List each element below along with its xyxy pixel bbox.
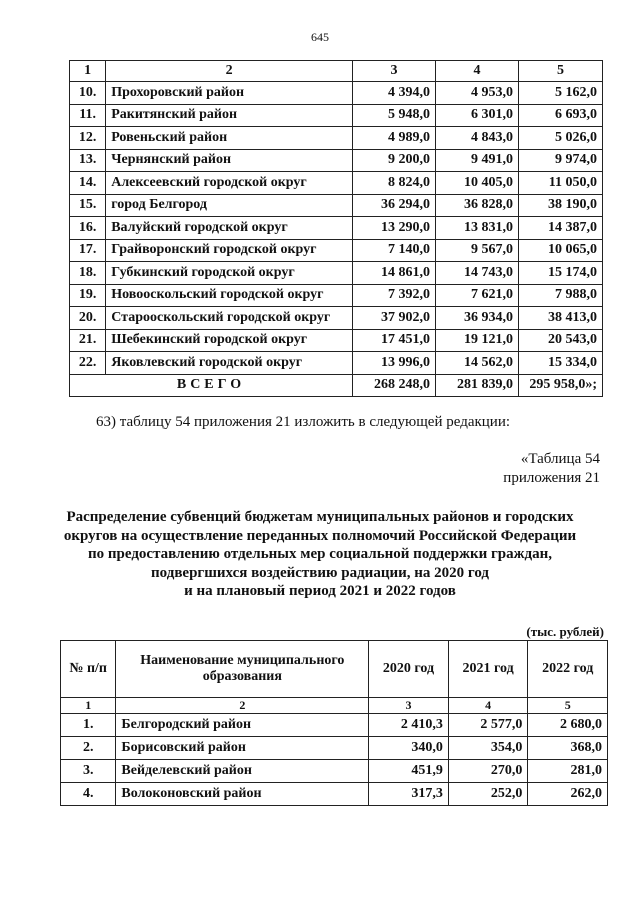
subventions-table [60, 640, 608, 806]
row-number: 10. [70, 82, 106, 105]
value-cell: 7 392,0 [352, 284, 435, 307]
title-line: и на плановый период 2021 и 2022 годов [184, 583, 456, 599]
row-number: 1. [61, 714, 116, 737]
appendix-reference [503, 450, 600, 488]
table-title [40, 508, 600, 601]
value-cell: 9 567,0 [435, 239, 518, 262]
appendix-number: приложения 21 [503, 470, 600, 486]
value-cell: 281,0 [528, 760, 608, 783]
value-cell: 7 988,0 [518, 284, 602, 307]
district-name: Новооскольский городской округ [106, 284, 353, 307]
value-cell: 262,0 [528, 783, 608, 806]
value-cell: 4 394,0 [352, 82, 435, 105]
value-cell: 15 334,0 [518, 352, 602, 375]
value-cell: 2 577,0 [448, 714, 528, 737]
value-cell: 36 828,0 [435, 194, 518, 217]
row-number: 3. [61, 760, 116, 783]
row-number: 14. [70, 172, 106, 195]
district-name: город Белгород [106, 194, 353, 217]
value-cell: 270,0 [448, 760, 528, 783]
district-name: Алексеевский городской округ [106, 172, 353, 195]
table-row [70, 307, 603, 330]
title-line: округов на осуществление переданных полномочий Российской Федерации [63, 527, 577, 544]
table-row [70, 262, 603, 285]
value-cell: 6 693,0 [518, 104, 602, 127]
value-cell: 17 451,0 [352, 329, 435, 352]
col-number: 5 [518, 61, 602, 82]
amendment-paragraph: 63) таблицу 54 приложения 21 изложить в следующей редакции: [96, 414, 511, 430]
value-cell: 13 290,0 [352, 217, 435, 240]
col-number: 1 [70, 61, 106, 82]
title-line: по предоставлению отдельных мер социальной поддержки граждан, [87, 546, 552, 562]
column-number-row [61, 698, 608, 714]
value-cell: 368,0 [528, 737, 608, 760]
district-name: Чернянский район [106, 149, 353, 172]
col-number: 4 [448, 698, 528, 714]
table-row [70, 217, 603, 240]
total-label: ВСЕГО [70, 374, 353, 397]
value-cell: 15 174,0 [518, 262, 602, 285]
header-2021: 2021 год [448, 641, 528, 698]
table-row [70, 104, 603, 127]
district-name: Грайворонский городской округ [106, 239, 353, 262]
total-value: 295 958,0»; [518, 374, 602, 397]
table-row [61, 737, 608, 760]
value-cell: 2 410,3 [369, 714, 449, 737]
district-name: Борисовский район [116, 737, 369, 760]
value-cell: 14 861,0 [352, 262, 435, 285]
col-number: 1 [61, 698, 116, 714]
value-cell: 2 680,0 [528, 714, 608, 737]
district-name: Ровеньский район [106, 127, 353, 150]
header-2020: 2020 год [369, 641, 449, 698]
row-number: 19. [70, 284, 106, 307]
table-row [70, 149, 603, 172]
district-name: Ракитянский район [106, 104, 353, 127]
row-number: 18. [70, 262, 106, 285]
row-number: 17. [70, 239, 106, 262]
value-cell: 9 200,0 [352, 149, 435, 172]
total-row [70, 374, 603, 397]
header-row [61, 641, 608, 698]
table-row [61, 714, 608, 737]
district-name: Прохоровский район [106, 82, 353, 105]
value-cell: 13 831,0 [435, 217, 518, 240]
district-name: Шебекинский городской округ [106, 329, 353, 352]
district-name: Губкинский городской округ [106, 262, 353, 285]
table-row [70, 82, 603, 105]
table-row [70, 239, 603, 262]
table-row [70, 352, 603, 375]
value-cell: 38 190,0 [518, 194, 602, 217]
header-num: № п/п [61, 641, 116, 698]
total-value: 281 839,0 [435, 374, 518, 397]
table-number: «Таблица 54 [520, 451, 600, 467]
row-number: 2. [61, 737, 116, 760]
row-number: 12. [70, 127, 106, 150]
row-number: 22. [70, 352, 106, 375]
value-cell: 10 065,0 [518, 239, 602, 262]
value-cell: 4 953,0 [435, 82, 518, 105]
value-cell: 252,0 [448, 783, 528, 806]
row-number: 4. [61, 783, 116, 806]
col-number: 3 [352, 61, 435, 82]
value-cell: 5 026,0 [518, 127, 602, 150]
row-number: 16. [70, 217, 106, 240]
value-cell: 6 301,0 [435, 104, 518, 127]
column-number-row [70, 61, 603, 82]
value-cell: 317,3 [369, 783, 449, 806]
value-cell: 4 989,0 [352, 127, 435, 150]
table-row [61, 783, 608, 806]
row-number: 13. [70, 149, 106, 172]
value-cell: 7 140,0 [352, 239, 435, 262]
value-cell: 8 824,0 [352, 172, 435, 195]
row-number: 20. [70, 307, 106, 330]
row-number: 21. [70, 329, 106, 352]
table-row [70, 284, 603, 307]
value-cell: 36 934,0 [435, 307, 518, 330]
district-name: Волоконовский район [116, 783, 369, 806]
value-cell: 5 948,0 [352, 104, 435, 127]
value-cell: 37 902,0 [352, 307, 435, 330]
value-cell: 11 050,0 [518, 172, 602, 195]
districts-table-continued [69, 60, 603, 397]
value-cell: 451,9 [369, 760, 449, 783]
table-row [70, 127, 603, 150]
district-name: Старооскольский городской округ [106, 307, 353, 330]
total-value: 268 248,0 [352, 374, 435, 397]
col-number: 4 [435, 61, 518, 82]
col-number: 5 [528, 698, 608, 714]
value-cell: 9 491,0 [435, 149, 518, 172]
value-cell: 7 621,0 [435, 284, 518, 307]
row-number: 15. [70, 194, 106, 217]
value-cell: 20 543,0 [518, 329, 602, 352]
table-row [70, 172, 603, 195]
value-cell: 340,0 [369, 737, 449, 760]
value-cell: 5 162,0 [518, 82, 602, 105]
value-cell: 4 843,0 [435, 127, 518, 150]
table-row [70, 194, 603, 217]
col-number: 2 [106, 61, 353, 82]
value-cell: 14 743,0 [435, 262, 518, 285]
units-label: (тыс. рублей) [526, 624, 604, 639]
value-cell: 19 121,0 [435, 329, 518, 352]
value-cell: 14 562,0 [435, 352, 518, 375]
col-number: 2 [116, 698, 369, 714]
value-cell: 36 294,0 [352, 194, 435, 217]
table-row [70, 329, 603, 352]
value-cell: 13 996,0 [352, 352, 435, 375]
district-name: Вейделевский район [116, 760, 369, 783]
district-name: Валуйский городской округ [106, 217, 353, 240]
district-name: Белгородский район [116, 714, 369, 737]
value-cell: 38 413,0 [518, 307, 602, 330]
page-number: 645 [311, 30, 329, 44]
value-cell: 14 387,0 [518, 217, 602, 240]
value-cell: 10 405,0 [435, 172, 518, 195]
value-cell: 9 974,0 [518, 149, 602, 172]
row-number: 11. [70, 104, 106, 127]
title-line: подвергшихся воздействию радиации, на 2020 год [151, 564, 489, 581]
header-name: Наименование муниципального образования [116, 641, 369, 698]
title-line: Распределение субвенций бюджетам муниципальных районов и городских [66, 509, 574, 525]
header-2022: 2022 год [528, 641, 608, 698]
col-number: 3 [369, 698, 449, 714]
district-name: Яковлевский городской округ [106, 352, 353, 375]
value-cell: 354,0 [448, 737, 528, 760]
table-row [61, 760, 608, 783]
